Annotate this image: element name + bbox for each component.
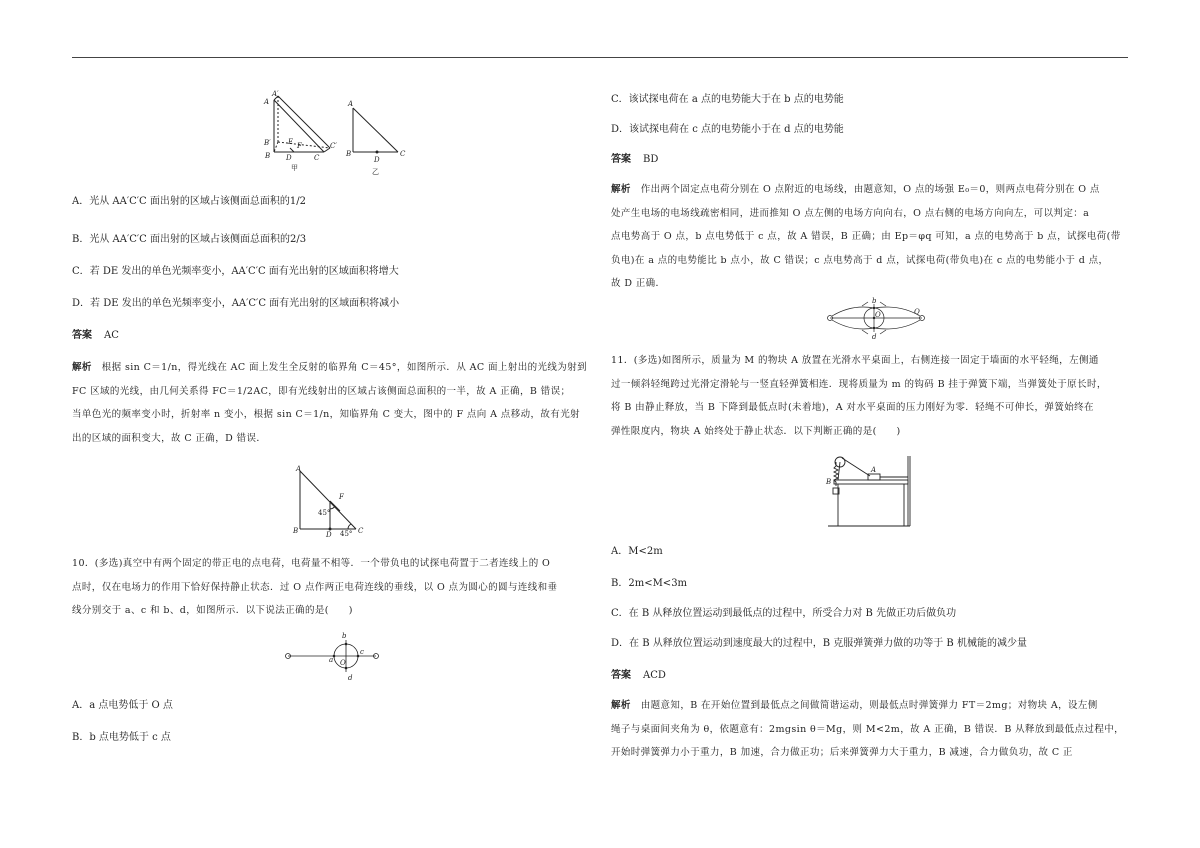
fig4-label-b: b	[872, 297, 877, 305]
q11-option-a: A．M<2m	[611, 546, 663, 557]
q11-option-c: C．在 B 从释放位置运动到最低点的过程中，所受合力对 B 先做正功后做负功	[611, 608, 957, 619]
q10-line-2: 点时，仅在电场力的作用下恰好保持静止状态．过 O 点作两正电荷连线的垂线，以 O 点为圆心的圆与连线和垂	[72, 581, 558, 593]
q10-option-a: A．a 点电势低于 O 点	[72, 700, 173, 711]
q11-line-3: 将 B 由静止释放，当 B 下降到最低点时(未着地)，A 对水平桌面的压力刚好为零．轻绳不可伸长，弹簧始终在	[611, 402, 1094, 413]
analysis-line-3: 当单色光的频率变小时，折射率 n 变小，根据 sin C＝1/n，知临界角 C 变大，图中的 F 点向 A 点移动，故有光射	[72, 409, 581, 420]
q10-line-1: 10．(多选)真空中有两个固定的带正电的点电荷，电荷量不相等．一个带负电的试探电荷置于二者连线上的 O	[72, 558, 551, 569]
analysis2-line-2: 处产生电场的电场线疏密相同，进而推知 O 点左侧的电场方向向右，O 点右侧的电场方向向左，可以判定：a	[611, 207, 1090, 219]
option-b: B．光从 AA′C′C 面出射的区域占该侧面总面积的2/3	[72, 234, 307, 245]
q11-line-1: 11．(多选)如图所示，质量为 M 的物块 A 放置在光滑水平桌面上，右侧连接一固定于墙面的水平轻绳，左侧通	[611, 355, 1099, 366]
answer-value-2: BD	[643, 154, 659, 165]
caption-jia: 甲	[291, 164, 298, 172]
analysis-block	[72, 356, 600, 450]
q10-option-c: C．该试探电荷在 a 点的电势能大于在 b 点的电势能	[611, 94, 844, 105]
answer-label-2: 答案	[611, 154, 631, 165]
question-11	[611, 349, 1131, 443]
answer-value: AC	[104, 330, 119, 341]
analysis2-line-5: 故 D 正确．	[611, 278, 666, 289]
label-A-prime: A′	[272, 90, 279, 98]
fig4-label-Q: Q	[914, 308, 920, 316]
fig2-label-A: A	[296, 465, 302, 473]
q11-line-2: 过一倾斜轻绳跨过光滑定滑轮与一竖直轻弹簧相连．现将质量为 m 的钩码 B 挂于弹簧下端，当弹簧处于原长时，	[611, 378, 1107, 390]
label-F: F	[297, 142, 302, 150]
label-C-prime: C′	[330, 142, 337, 150]
fig2-angle-2: 45°	[340, 530, 353, 537]
analysis-label-3: 解析	[611, 700, 631, 711]
analysis2-line-3: 点电势高于 O 点，b 点电势低于 c 点，故 A 错误，B 正确；由 Ep＝φq 可知，a 点的电势高于 b 点，试探电荷(带	[611, 231, 1121, 242]
prism-figure	[250, 88, 420, 176]
charges-circle-figure	[282, 628, 382, 684]
analysis3-line-3: 开始时弹簧弹力小于重力，B 加速，合力做正功；后来弹簧弹力大于重力，B 减速，合力做负功，故 C 正	[611, 747, 1073, 758]
label-B-prime: B′	[264, 139, 271, 147]
fig5-label-B: B	[826, 478, 832, 486]
fig5-label-A: A	[871, 466, 877, 474]
critical-angle-figure	[288, 465, 368, 537]
label-B2: B	[346, 150, 352, 158]
question-10	[72, 552, 600, 623]
header-rule	[72, 57, 1128, 58]
analysis3-line-1: 由题意知，B 在开始位置到最低点之间做简谐运动，则最低点时弹簧弹力 FT＝2mg；对物块 A，设左侧	[640, 700, 1098, 711]
q10-line-3: 线分别交于 a、c 和 b、d，如图所示．以下说法正确的是( )	[72, 605, 353, 616]
fig2-label-B: B	[293, 527, 299, 535]
fig3-label-a: a	[329, 656, 334, 664]
fig2-label-D: D	[326, 531, 332, 537]
label-A2: A	[348, 100, 354, 108]
fig2-label-F: F	[339, 493, 344, 501]
label-A: A	[264, 98, 270, 106]
label-B: B	[265, 152, 271, 160]
caption-yi: 乙	[372, 168, 379, 176]
option-a: A．光从 AA′C′C 面出射的区域占该侧面总面积的1/2	[72, 196, 306, 207]
analysis-label: 解析	[72, 362, 92, 373]
q10-option-b: B．b 点电势低于 c 点	[72, 732, 171, 743]
label-E: E	[288, 138, 294, 146]
answer-line-3	[611, 664, 666, 687]
fig2-label-C: C	[358, 527, 364, 535]
analysis3-line-2: 绳子与桌面间夹角为 θ，依题意有：2mgsin θ＝Mg，则 M<2m，故 A 正确，B 错误．B 从释放到最低点过程中，	[611, 723, 1125, 735]
answer-label-3: 答案	[611, 670, 631, 681]
q11-option-b: B．2m<M<3m	[611, 578, 688, 589]
label-D: D	[286, 154, 292, 162]
analysis-line-1: 根据 sin C＝1/n，得光线在 AC 面上发生全反射的临界角 C＝45°，如图所示．从 AC 面上射出的光线为射到	[101, 362, 587, 373]
label-C2: C	[400, 150, 406, 158]
fig2-angle-1: 45°	[318, 509, 331, 517]
analysis-line-2: FC 区域的光线，由几何关系得 FC＝1/2AC，即有光线射出的区域占该侧面总面积的一半，故 A 正确，B 错误；	[72, 385, 571, 397]
fig3-label-c: c	[360, 648, 364, 656]
q11-option-d: D．在 B 从释放位置运动到速度最大的过程中，B 克服弹簧弹力做的功等于 B 机械能的减少量	[611, 638, 1027, 649]
label-D2: D	[374, 156, 380, 164]
fig4-label-d: d	[872, 333, 877, 340]
label-C: C	[314, 154, 320, 162]
answer-value-3: ACD	[643, 670, 666, 681]
answer-label: 答案	[72, 330, 92, 341]
fig3-label-O: O	[340, 659, 346, 667]
analysis-label-2: 解析	[611, 184, 631, 195]
fig4-label-O: O	[875, 311, 881, 319]
answer-line-2	[611, 148, 658, 171]
analysis2-line-1: 作出两个固定点电荷分别在 O 点附近的电场线，由题意知，O 点的场强 E₀＝0，则两点电荷分别在 O 点	[640, 184, 1100, 195]
analysis2-line-4: 负电)在 a 点的电势能比 b 点小，故 C 错误；c 点电势高于 d 点，试探电荷(带负电)在 c 点的电势能小于 d 点，	[611, 254, 1109, 266]
q10-option-d: D．该试探电荷在 c 点的电势能小于在 d 点的电势能	[611, 124, 844, 135]
fig3-label-b: b	[342, 632, 347, 640]
pulley-spring-figure	[824, 446, 912, 530]
q11-line-4: 弹性限度内，物块 A 始终处于静止状态．以下判断正确的是( )	[611, 425, 901, 437]
analysis-line-4: 出的区域的面积变大，故 C 正确，D 错误．	[72, 432, 267, 444]
answer-line	[72, 324, 119, 347]
fig3-label-d: d	[348, 674, 353, 682]
analysis-block-3	[611, 694, 1131, 765]
field-lines-figure	[822, 296, 932, 340]
option-d: D．若 DE 发出的单色光频率变小，AA′C′C 面有光出射的区域面积将减小	[72, 298, 400, 309]
analysis-block-2	[611, 178, 1131, 296]
option-c: C．若 DE 发出的单色光频率变小，AA′C′C 面有光出射的区域面积将增大	[72, 266, 399, 277]
